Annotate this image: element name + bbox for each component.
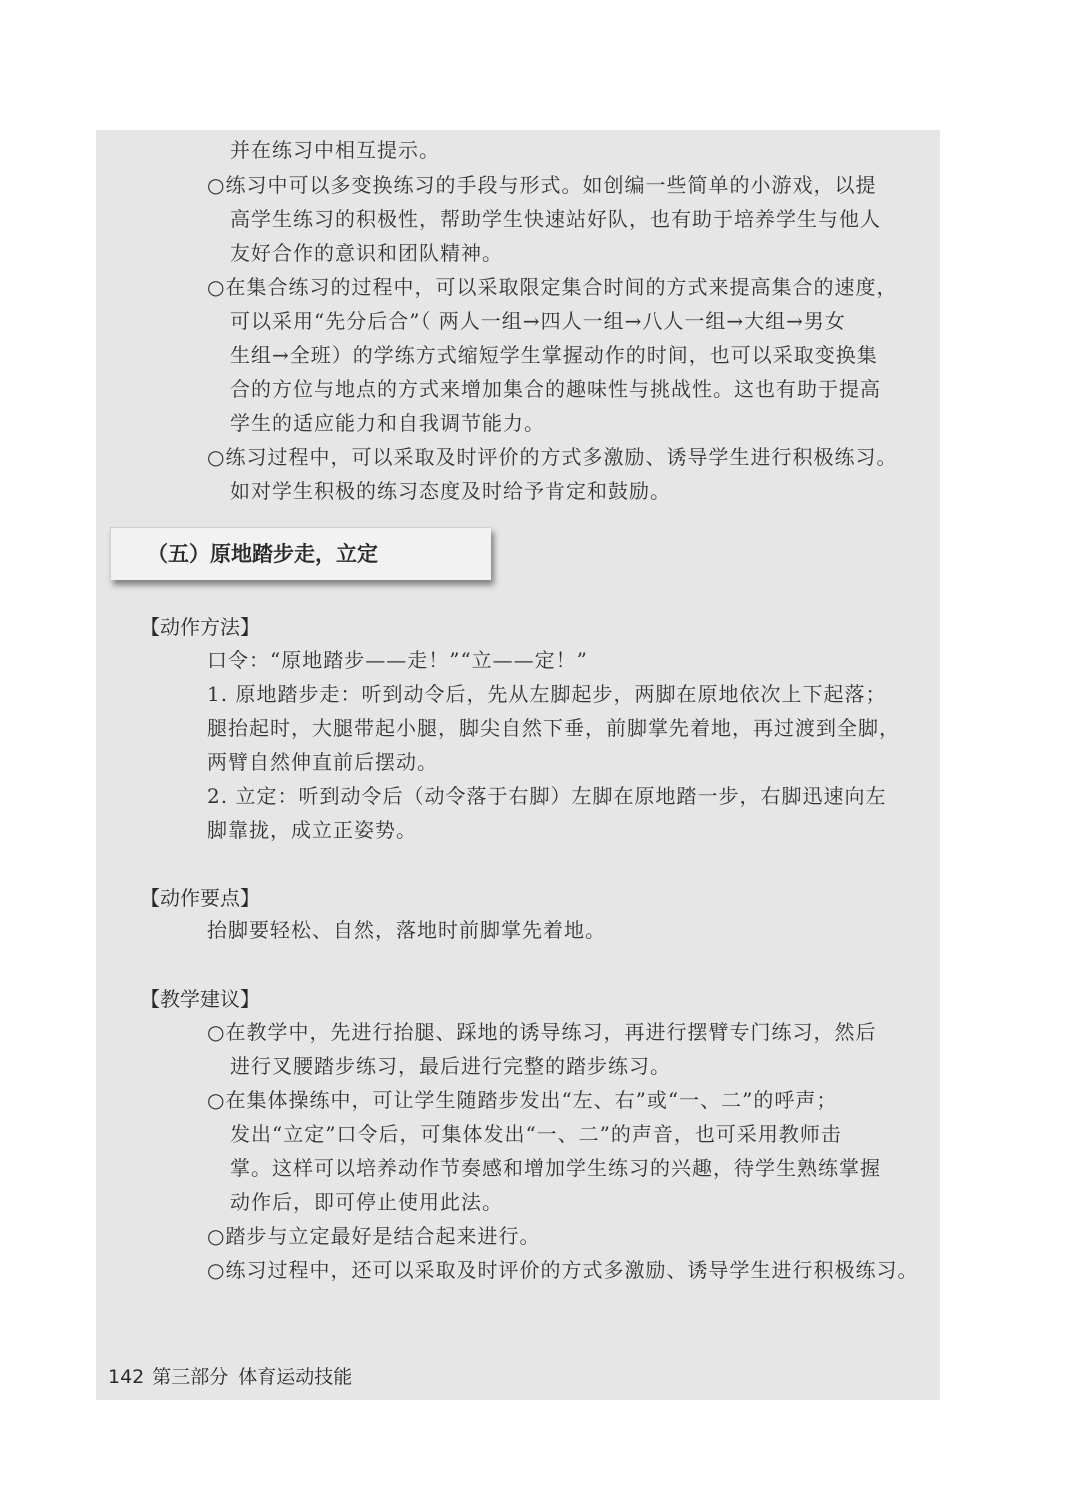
text-line: 抬脚要轻松、自然，落地时前脚掌先着地。 [207, 918, 606, 942]
text-line: 如对学生积极的练习态度及时给予肯定和鼓励。 [230, 479, 671, 503]
text-line: 并在练习中相互提示。 [230, 138, 440, 162]
text-line: 发出“立定”口令后，可集体发出“一、二”的声音，也可采用教师击 [230, 1122, 842, 1146]
text-line: 1. 原地踏步走：听到动令后，先从左脚起步，两脚在原地依次上下起落； [207, 682, 887, 706]
text-line: 合的方位与地点的方式来增加集合的趣味性与挑战性。这也有助于提高 [230, 377, 881, 401]
text-line: 两臂自然伸直前后摆动。 [207, 750, 438, 774]
suggestions-label: 【教学建议】 [140, 987, 260, 1011]
bullet-line: ○在集体操练中，可让学生随踏步发出“左、右”或“一、二”的呼声； [207, 1088, 838, 1112]
text-line: 进行叉腰踏步练习，最后进行完整的踏步练习。 [230, 1054, 671, 1078]
bullet-line: ○练习过程中，可以采取及时评价的方式多激励、诱导学生进行积极练习。 [207, 445, 898, 469]
footer-part: 第三部分 [152, 1366, 229, 1388]
text-line: 掌。这样可以培养动作节奏感和增加学生练习的兴趣，待学生熟练掌握 [230, 1156, 881, 1180]
text-line: 可以采用“先分后合”（ 两人一组→四人一组→八人一组→大组→男女 [230, 309, 846, 333]
text-line: 动作后，即可停止使用此法。 [230, 1190, 503, 1214]
section-heading: （五）原地踏步走，立定 [147, 542, 378, 566]
footer-title: 体育运动技能 [238, 1366, 353, 1388]
text-line: 友好合作的意识和团队精神。 [230, 241, 503, 265]
text-line: 2. 立定：听到动令后（动令落于右脚）左脚在原地踏一步，右脚迅速向左 [207, 784, 887, 808]
text-line: 学生的适应能力和自我调节能力。 [230, 411, 545, 435]
text-line: 生组→全班）的学练方式缩短学生掌握动作的时间，也可以采取变换集 [230, 343, 878, 367]
method-label: 【动作方法】 [140, 615, 260, 639]
bullet-line: ○练习过程中，还可以采取及时评价的方式多激励、诱导学生进行积极练习。 [207, 1258, 919, 1282]
bullet-line: ○练习中可以多变换练习的手段与形式。如创编一些简单的小游戏，以提 [207, 173, 877, 197]
text-line: 腿抬起时，大腿带起小腿，脚尖自然下垂，前脚掌先着地，再过渡到全脚， [207, 716, 900, 740]
bullet-line: ○在教学中，先进行抬腿、踩地的诱导练习，再进行摆臂专门练习，然后 [207, 1020, 877, 1044]
bullet-line: ○踏步与立定最好是结合起来进行。 [207, 1224, 541, 1248]
text-line: 高学生练习的积极性，帮助学生快速站好队，也有助于培养学生与他人 [230, 207, 881, 231]
section-heading-box [110, 527, 491, 580]
command-line: 口令：“原地踏步——走！”“立——定！” [207, 648, 588, 672]
bullet-line: ○在集合练习的过程中，可以采取限定集合时间的方式来提高集合的速度， [207, 275, 898, 299]
text-line: 脚靠拢，成立正姿势。 [207, 818, 417, 842]
page-footer [108, 1362, 352, 1389]
key-points-label: 【动作要点】 [140, 886, 260, 910]
page-number: 142 [108, 1366, 145, 1388]
